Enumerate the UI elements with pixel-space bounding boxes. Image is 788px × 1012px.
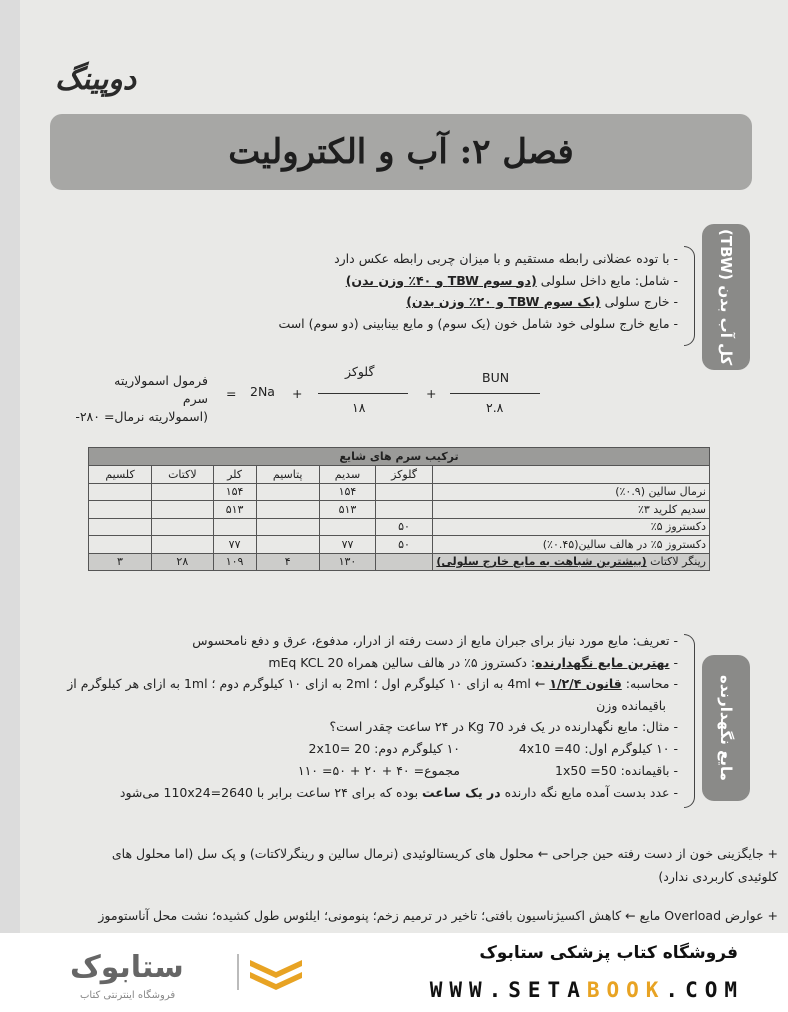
maintenance-definition: - تعریف: مایع مورد نیاز برای جبران مایع از دست رفته از ادرار، مدفوع، عرق و دفع نامحسوس <box>192 633 678 648</box>
example-line-1a: - ۱۰ کیلوگرم اول: 40= 4x10 <box>518 741 678 756</box>
calc-text: ← 4ml به ازای ۱۰ کیلوگرم اول ؛ 2ml به ازای ۱۰ کیلوگرم دوم ؛ 1ml به ازای هر کیلوگرم از <box>67 676 550 691</box>
calc-prefix: - محاسبه: <box>621 676 678 691</box>
tbw-line-text: - خارج سلولی <box>600 294 678 309</box>
table-cell <box>256 536 319 554</box>
table-cell: ۴ <box>256 553 319 571</box>
formula-label-line2: (اسمولاریته نرمال= ۲۸۰- <box>75 409 208 424</box>
formula-term-na: 2Na <box>250 384 275 399</box>
tbw-line-text: - مایع خارج سلولی خود شامل خون (یک سوم) و مایع بینابینی (دو سوم) است <box>278 315 678 331</box>
table-cell: ۱۵۴ <box>213 483 256 501</box>
tbw-line <box>278 291 678 313</box>
table-row-ringer <box>89 553 710 571</box>
table-cell <box>256 483 319 501</box>
table-row <box>89 536 710 554</box>
tbw-line <box>278 248 678 270</box>
result-bold: در یک ساعت <box>422 785 501 800</box>
tbw-list <box>278 248 678 334</box>
table-header-cell: سدیم <box>319 466 375 484</box>
table-cell <box>319 518 375 536</box>
table-cell: ۷۷ <box>213 536 256 554</box>
url-part-1: WWW.SETA <box>429 978 587 1002</box>
formula-bun-numerator: BUN <box>482 370 510 385</box>
shop-title: فروشگاه کتاب پزشکی ستابوک <box>479 943 738 963</box>
table-header-cell: کلسیم <box>89 466 152 484</box>
table-cell: ۱۰۹ <box>213 553 256 571</box>
result-prefix: - عدد بدست آمده مایع نگه دارنده <box>500 785 678 800</box>
table-cell <box>152 536 214 554</box>
row-label: دکستروز ۵٪ در هالف سالین(۰.۴۵٪) <box>433 536 710 554</box>
tbw-line <box>278 313 678 335</box>
example-line-1b: ۱۰ کیلوگرم دوم: 20 =2x10 <box>308 741 460 756</box>
maintenance-calc <box>28 673 678 738</box>
table-cell <box>376 501 433 519</box>
serum-composition-table <box>88 447 710 571</box>
table-row <box>89 518 710 536</box>
formula-plus-2: + <box>426 386 437 401</box>
shop-url[interactable] <box>430 978 744 1002</box>
formula-label-line1: فرمول اسمولاریته سرم <box>114 373 208 406</box>
table-cell: ۵۱۳ <box>213 501 256 519</box>
tbw-line <box>278 270 678 292</box>
ringer-label: رینگر لاکتات <box>646 555 706 569</box>
formula-bun-fraction-line <box>450 393 540 394</box>
table-cell: ۵۰ <box>376 536 433 554</box>
ringer-label-bold: (بیشترین شباهت به مایع خارج سلولی) <box>436 555 647 569</box>
table-header-cell: لاکتات <box>152 466 214 484</box>
table-row <box>89 501 710 519</box>
table-cell <box>89 501 152 519</box>
row-label <box>433 553 710 571</box>
section-tab-tbw <box>702 224 750 370</box>
note1-line1: + جایگزینی خون از دست رفته حین جراحی ← محلول های کریستالوئیدی (نرمال سالین و رینگرلاکتات) و پک سل (اما محلول های <box>111 846 778 861</box>
section-brace <box>684 634 695 808</box>
table-cell <box>213 518 256 536</box>
table-cell <box>376 483 433 501</box>
table-header-row <box>89 466 710 484</box>
formula-glucose-fraction-line <box>318 393 408 394</box>
chapter-header <box>50 114 752 190</box>
tbw-line-text: - شامل: مایع داخل سلولی <box>536 272 678 288</box>
table-cell: ۳ <box>89 553 152 571</box>
maintenance-result <box>120 782 678 804</box>
table-cell <box>376 553 433 571</box>
note-overload: + عوارض Overload مایع ← کاهش اکسیژناسیون بافتی؛ تاخیر در ترمیم زخم؛ پنومونی؛ ایلئوس طول کشیده؛ نشت محل آناستوموز <box>98 908 778 923</box>
table-header-cell <box>433 466 710 484</box>
formula-glucose-numerator: گلوکز <box>345 364 375 379</box>
row-label: دکستروز ۵٪ <box>433 518 710 536</box>
section-tab-maintenance-label: مایع نگهدارنده <box>717 675 735 781</box>
maintenance-best-label: بهترین مایع نگهدارنده <box>535 654 670 670</box>
maintenance-best-text: : دکستروز ۵٪ در هالف سالین همراه 20 mEq KCL <box>268 654 536 670</box>
table-cell: ۷۷ <box>319 536 375 554</box>
setabook-book-icon <box>236 952 316 992</box>
maintenance-best: - بهترین مایع نگهدارنده: دکستروز ۵٪ در هالف سالین همراه 20 mEq KCL <box>268 654 678 670</box>
tbw-line-bold: (دو سوم TBW و ۴۰٪ وزن بدن) <box>345 272 537 288</box>
brand-logo: دوپینگ <box>55 62 137 97</box>
setabook-logo: ستابوک <box>70 950 184 985</box>
example-line-2b: مجموع= ۴۰ + ۲۰ + ۵۰= ۱۱۰ <box>297 763 460 778</box>
formula-plus-1: + <box>292 386 303 401</box>
table-cell: ۱۵۴ <box>319 483 375 501</box>
section-tab-maintenance <box>702 655 750 801</box>
maintenance-list <box>192 630 678 673</box>
table-cell <box>89 483 152 501</box>
table-cell <box>89 518 152 536</box>
chapter-title: فصل ۲: آب و الکترولیت <box>228 132 574 172</box>
setabook-logo-subtitle: فروشگاه اینترنتی کتاب <box>80 990 176 1001</box>
example-question: - مثال: مایع نگهدارنده در یک فرد 70 Kg در ۲۴ ساعت چقدر است؟ <box>329 719 678 734</box>
row-label: نرمال سالین (۰.۹٪) <box>433 483 710 501</box>
table-cell <box>256 501 319 519</box>
table-cell <box>152 501 214 519</box>
table-row <box>89 483 710 501</box>
table-cell: ۵۰ <box>376 518 433 536</box>
section-brace <box>684 246 695 346</box>
result-text: بوده که برای ۲۴ ساعت برابر با 110x24=2640 می‌شود <box>119 785 423 800</box>
table-header-cell: گلوکز <box>376 466 433 484</box>
formula-bun-denominator: ۲.۸ <box>486 400 504 415</box>
formula-glucose-denominator: ۱۸ <box>352 400 366 415</box>
url-part-2: BOOK <box>586 978 666 1002</box>
row-label: سدیم کلرید ۳٪ <box>433 501 710 519</box>
table-title: ترکیب سرم های شایع <box>89 448 710 466</box>
table-cell <box>152 518 214 536</box>
note-blood-replacement <box>18 842 778 888</box>
table-header-cell: کلر <box>213 466 256 484</box>
section-tab-tbw-label: کل آب بدن (TBW) <box>717 228 735 366</box>
example-line-2a: - باقیمانده: 50= 1x50 <box>555 763 678 778</box>
table-header-cell: پتاسیم <box>256 466 319 484</box>
tbw-line-text: - با توده عضلانی رابطه مستقیم و با میزان چربی رابطه عکس دارد <box>334 251 678 266</box>
table-cell <box>89 536 152 554</box>
url-part-3: .COM <box>665 978 744 1002</box>
calc-continuation: باقیمانده وزن <box>596 697 666 713</box>
formula-equals: = <box>226 386 237 401</box>
table-cell <box>152 483 214 501</box>
note1-line2: کلوئیدی کاربردی ندارد) <box>658 869 778 884</box>
calc-law: قانون ۱/۲/۴ <box>549 676 622 691</box>
table-cell: ۱۳۰ <box>319 553 375 571</box>
table-cell: ۲۸ <box>152 553 214 571</box>
tbw-line-bold: (یک سوم TBW و ۲۰٪ وزن بدن) <box>406 294 601 309</box>
table-cell <box>256 518 319 536</box>
formula-label <box>75 372 208 426</box>
table-cell: ۵۱۳ <box>319 501 375 519</box>
